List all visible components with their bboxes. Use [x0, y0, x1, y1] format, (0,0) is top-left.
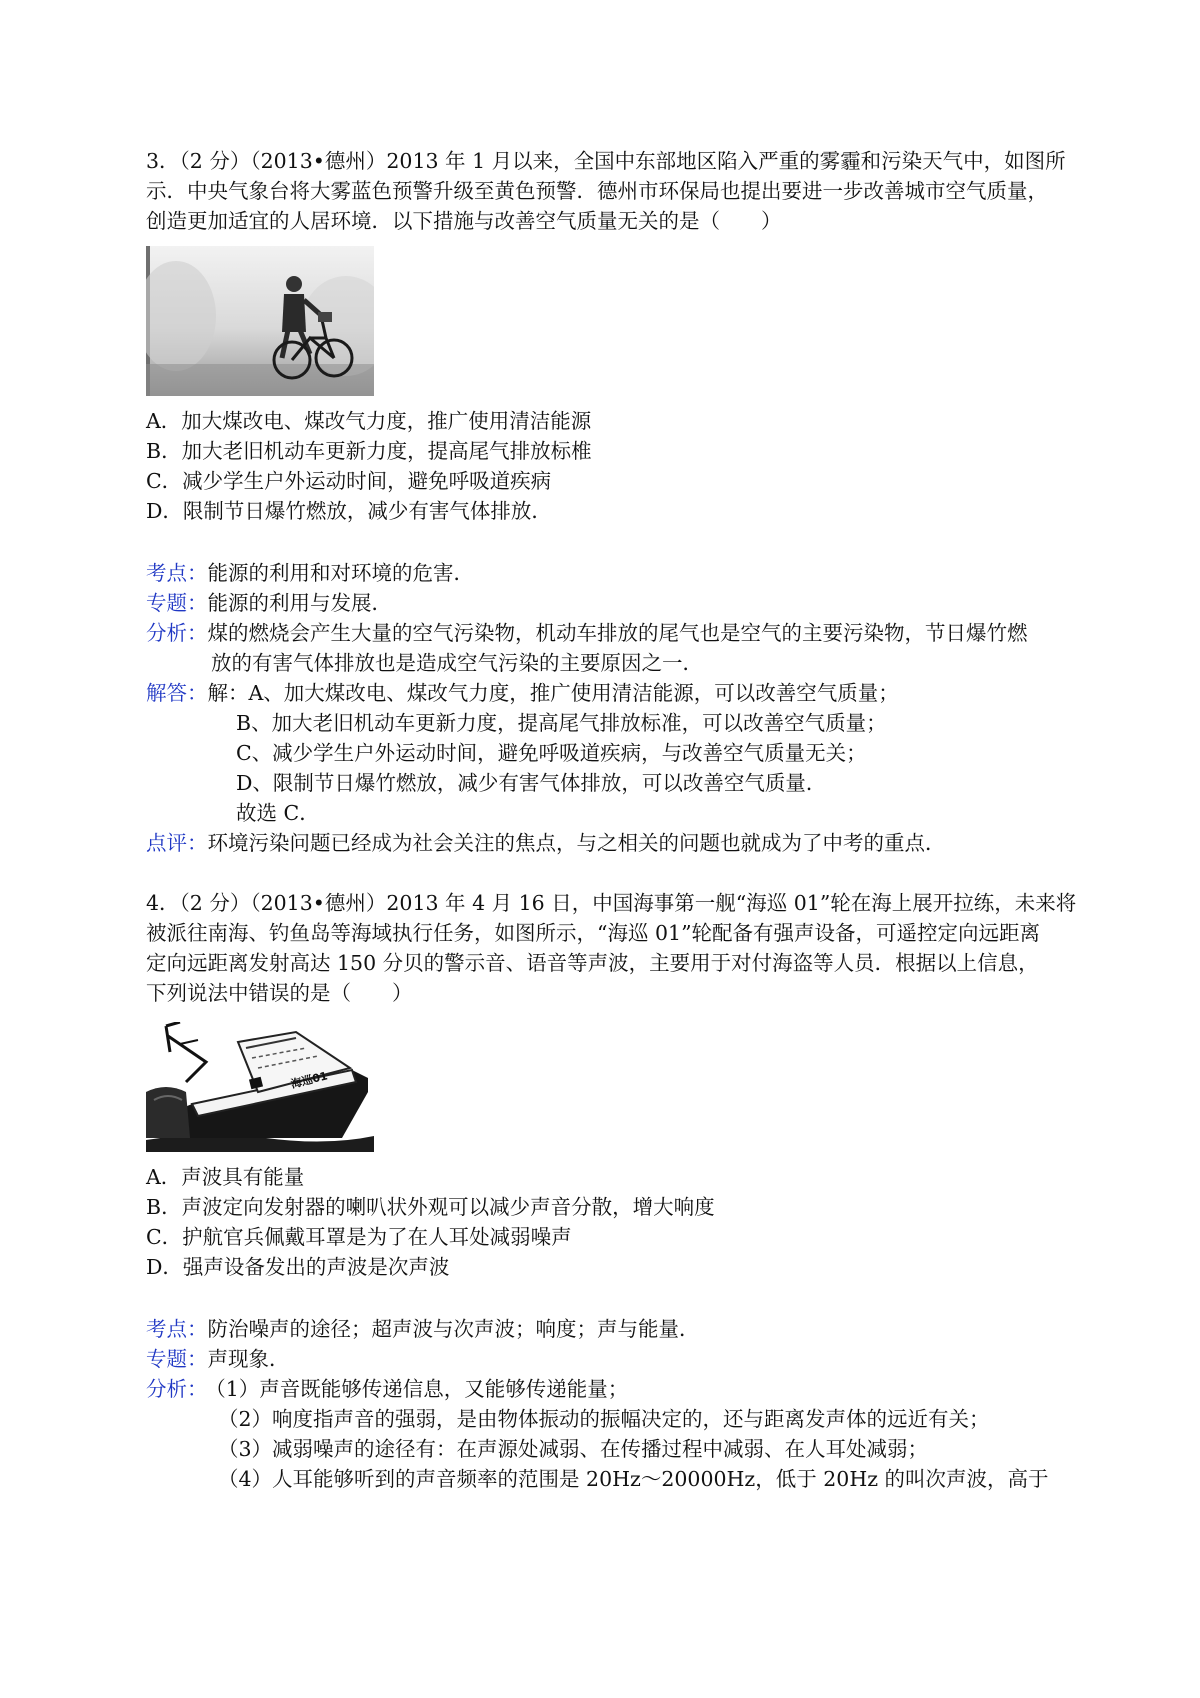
q3-jieda-label: 解答：	[146, 681, 208, 705]
q3-fog-bicycle-photo	[146, 246, 374, 396]
q3-jieda	[146, 676, 899, 706]
q4-kaodian-label: 考点：	[146, 1317, 208, 1341]
q4-fenxi-line-3: （3）减弱噪声的途径有：在声源处减弱、在传播过程中减弱、在人耳处减弱；	[218, 1437, 929, 1461]
q4-ship-name-text: 海巡01	[289, 1069, 329, 1091]
q4-option-d: D．强声设备发出的声波是次声波	[146, 1255, 450, 1279]
q4-kaodian-text: 防治噪声的途径；超声波与次声波；响度；声与能量．	[207, 1317, 700, 1341]
q3-jieda-line-4: D、限制节日爆竹燃放，减少有害气体排放，可以改善空气质量．	[236, 771, 827, 795]
q4-stem-line-2: 被派往南海、钓鱼岛等海域执行任务，如图所示，“海巡 01”轮配备有强声设备，可遥控定向远距离	[146, 921, 1041, 945]
q3-dianping	[146, 826, 946, 856]
q3-zhuanti	[146, 586, 392, 616]
q4-fenxi-line-2: （2）响度指声音的强弱，是由物体振动的振幅决定的，还与距离发声体的远近有关；	[218, 1407, 990, 1431]
q4-kaodian	[146, 1312, 700, 1342]
q3-stem-line-1: 3．（2 分）（2013•德州）2013 年 1 月以来，全国中东部地区陷入严重的雾霾和污染天气中，如图所	[146, 149, 1066, 173]
q4-fenxi-line-1: （1）声音既能够传递信息，又能够传递能量；	[215, 1377, 629, 1401]
q3-fenxi-line-1: 煤的燃烧会产生大量的空气污染物，机动车排放的尾气也是空气的主要污染物，节日爆竹燃	[207, 621, 1028, 645]
q4-option-b: B．声波定向发射器的喇叭状外观可以减少声音分散，增大响度	[146, 1195, 715, 1219]
q3-option-c: C．减少学生户外运动时间，避免呼吸道疾病	[146, 469, 552, 493]
q3-fenxi-label: 分析：	[146, 621, 208, 645]
q3-stem-line-2: 示．中央气象台将大雾蓝色预警升级至黄色预警．德州市环保局也提出要进一步改善城市空气质量，	[146, 179, 1048, 203]
q3-option-d: D．限制节日爆竹燃放，减少有害气体排放．	[146, 499, 552, 523]
q4-option-c: C．护航官兵佩戴耳罩是为了在人耳处减弱噪声	[146, 1225, 572, 1249]
q3-dianping-text: 环境污染问题已经成为社会关注的焦点，与之相关的问题也就成为了中考的重点．	[207, 831, 946, 855]
q4-option-a: A．声波具有能量	[146, 1165, 305, 1189]
q4-stem-line-3: 定向远距离发射高达 150 分贝的警示音、语音等声波，主要用于对付海盗等人员．根据以上信息，	[146, 951, 1039, 975]
q3-fenxi	[146, 616, 1028, 646]
q4-stem-line-1: 4．（2 分）（2013•德州）2013 年 4 月 16 日，中国海事第一舰“海巡 01”轮在海上展开拉练，未来将	[146, 891, 1077, 915]
q3-zhuanti-label: 专题：	[146, 591, 208, 615]
q3-fenxi-line-2: 放的有害气体排放也是造成空气污染的主要原因之一．	[211, 651, 703, 675]
q3-kaodian	[146, 556, 474, 586]
q4-stem-line-4: 下列说法中错误的是（ ）	[146, 981, 413, 1005]
q3-option-a: A．加大煤改电、煤改气力度，推广使用清洁能源	[146, 409, 592, 433]
q4-zhuanti	[146, 1342, 290, 1372]
q4-fenxi-label: 分析：	[146, 1377, 208, 1401]
q3-dianping-label: 点评：	[146, 831, 208, 855]
q3-stem-line-3: 创造更加适宜的人居环境．以下措施与改善空气质量无关的是（ ）	[146, 209, 782, 233]
q4-fenxi-line-4: （4）人耳能够听到的声音频率的范围是 20Hz～20000Hz，低于 20Hz 的叫次声波，高于	[218, 1467, 1049, 1491]
q3-jieda-line-2: B、加大老旧机动车更新力度，提高尾气排放标准，可以改善空气质量；	[236, 711, 887, 735]
q4-zhuanti-label: 专题：	[146, 1347, 208, 1371]
q4-zhuanti-text: 声现象．	[207, 1347, 290, 1371]
q3-kaodian-text: 能源的利用和对环境的危害．	[207, 561, 474, 585]
q3-zhuanti-text: 能源的利用与发展．	[207, 591, 392, 615]
q3-jieda-line-1: 解：A、加大煤改电、煤改气力度，推广使用清洁能源，可以改善空气质量；	[207, 681, 899, 705]
q3-kaodian-label: 考点：	[146, 561, 208, 585]
q4-ship-photo	[146, 1022, 374, 1152]
q4-fenxi	[146, 1372, 628, 1402]
q3-jieda-line-5: 故选 C．	[236, 801, 320, 825]
q3-option-b: B．加大老旧机动车更新力度，提高尾气排放标椎	[146, 439, 592, 463]
q3-jieda-line-3: C、减少学生户外运动时间，避免呼吸道疾病，与改善空气质量无关；	[236, 741, 867, 765]
